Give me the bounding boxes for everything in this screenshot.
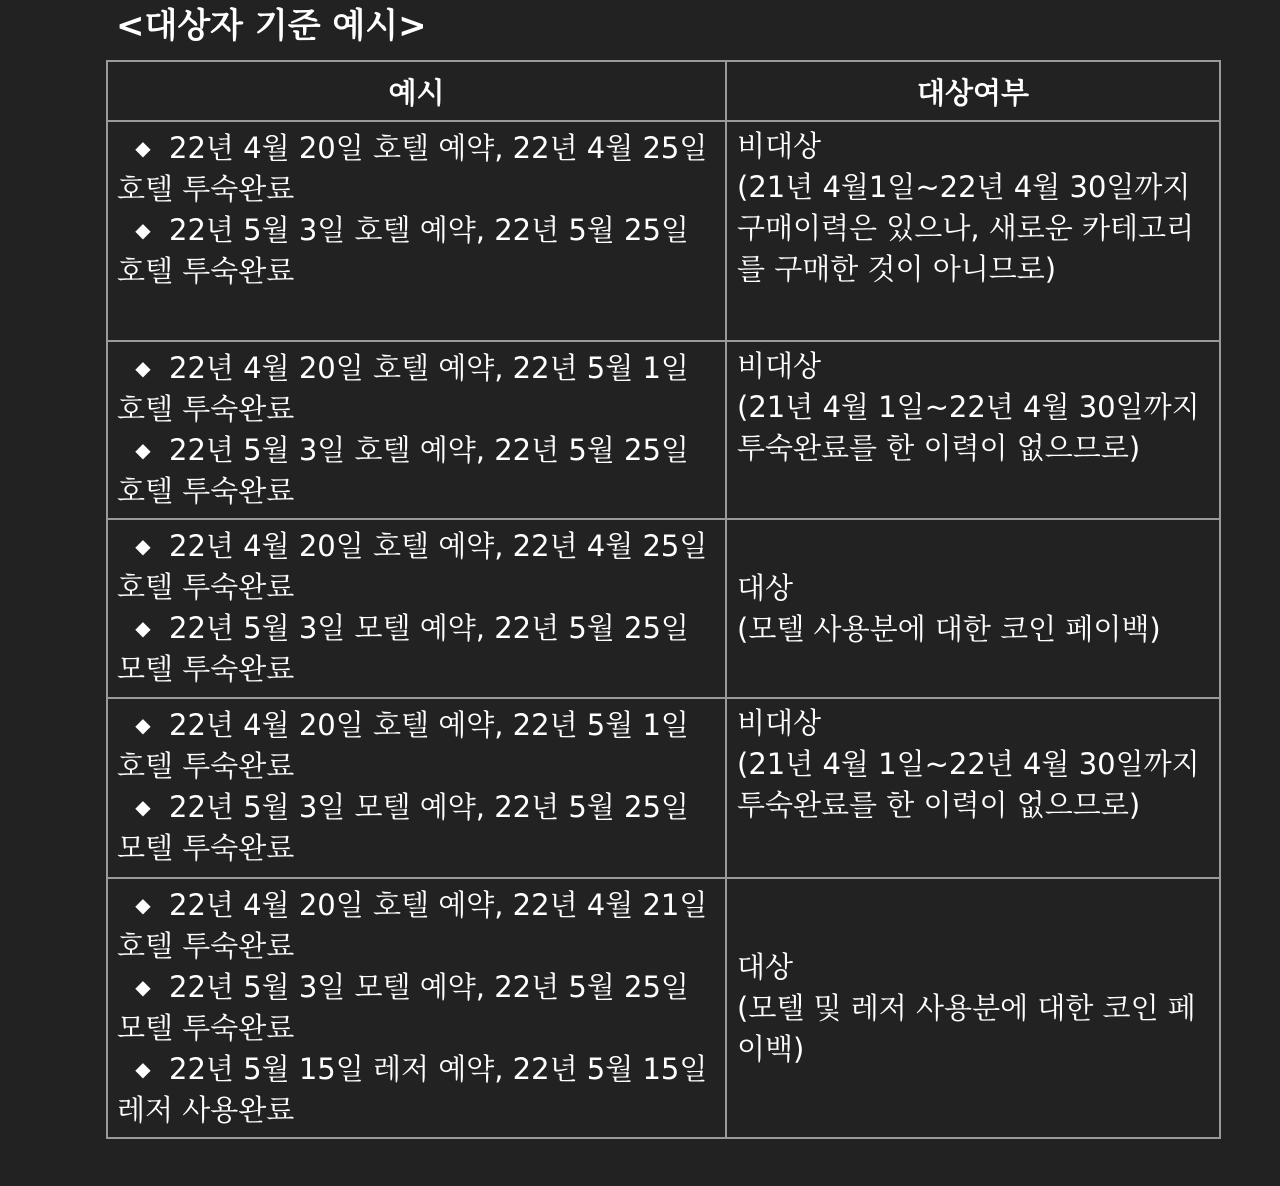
example-item [117, 210, 717, 292]
example-item [117, 128, 717, 210]
table-row [107, 698, 1220, 878]
bullet-icon: ◆ [135, 713, 151, 737]
example-item-text: 22년 4월 20일 호텔 예약, 22년 5월 1일 호텔 투숙완료 [117, 708, 689, 783]
target-cell [726, 878, 1220, 1138]
example-cell [107, 698, 726, 878]
table-row [107, 878, 1220, 1138]
example-item [117, 705, 717, 787]
bullet-icon: ◆ [135, 218, 151, 242]
target-cell [726, 519, 1220, 698]
example-cell [107, 519, 726, 698]
header-target: 대상여부 [726, 61, 1220, 121]
example-cell [107, 121, 726, 341]
target-reason: (21년 4월 1일~22년 4월 30일까지 투숙완료를 한 이력이 없으므로) [737, 390, 1200, 465]
target-cell [726, 341, 1220, 519]
example-item [117, 348, 717, 430]
bullet-icon: ◆ [135, 616, 151, 640]
criteria-table [106, 60, 1221, 1139]
target-status: 대상 [737, 570, 794, 605]
example-cell [107, 878, 726, 1138]
target-status: 대상 [737, 949, 794, 984]
example-item-text: 22년 4월 20일 호텔 예약, 22년 4월 25일 호텔 투숙완료 [117, 131, 708, 206]
example-item-text: 22년 5월 3일 모텔 예약, 22년 5월 25일 모텔 투숙완료 [117, 611, 689, 686]
example-item [117, 1049, 717, 1131]
example-item-text: 22년 5월 3일 모텔 예약, 22년 5월 25일 모텔 투숙완료 [117, 790, 689, 865]
example-item [117, 526, 717, 608]
table-row [107, 519, 1220, 698]
example-cell [107, 341, 726, 519]
target-cell [726, 698, 1220, 878]
example-item-text: 22년 4월 20일 호텔 예약, 22년 5월 1일 호텔 투숙완료 [117, 351, 689, 426]
example-item-text: 22년 4월 20일 호텔 예약, 22년 4월 25일 호텔 투숙완료 [117, 529, 708, 604]
example-item-text: 22년 5월 15일 레저 예약, 22년 5월 15일 레저 사용완료 [117, 1052, 708, 1127]
target-reason: (21년 4월1일~22년 4월 30일까지 구매이력은 있으나, 새로운 카테고리를 구매한 것이 아니므로) [737, 170, 1195, 286]
bullet-icon: ◆ [135, 1057, 151, 1081]
example-item [117, 430, 717, 512]
header-example: 예시 [107, 61, 726, 121]
target-status: 비대상 [737, 349, 822, 383]
bullet-icon: ◆ [135, 438, 151, 462]
example-item [117, 787, 717, 869]
example-item-text: 22년 5월 3일 모텔 예약, 22년 5월 25일 모텔 투숙완료 [117, 970, 689, 1045]
bullet-icon: ◆ [135, 975, 151, 999]
example-item-text: 22년 4월 20일 호텔 예약, 22년 4월 21일 호텔 투숙완료 [117, 888, 708, 963]
bullet-icon: ◆ [135, 136, 151, 160]
table-row [107, 121, 1220, 341]
table-header-row [107, 61, 1220, 121]
bullet-icon: ◆ [135, 893, 151, 917]
target-reason: (모텔 및 레저 사용분에 대한 코인 페이백) [737, 990, 1196, 1066]
target-reason: (21년 4월 1일~22년 4월 30일까지 투숙완료를 한 이력이 없으므로) [737, 747, 1200, 822]
example-item-text: 22년 5월 3일 호텔 예약, 22년 5월 25일 호텔 투숙완료 [117, 213, 689, 288]
bullet-icon: ◆ [135, 356, 151, 380]
table-row [107, 341, 1220, 519]
target-status: 비대상 [737, 129, 822, 163]
example-item [117, 885, 717, 967]
target-status: 비대상 [737, 706, 822, 740]
bullet-icon: ◆ [135, 534, 151, 558]
example-item [117, 608, 717, 690]
bullet-icon: ◆ [135, 795, 151, 819]
example-item-text: 22년 5월 3일 호텔 예약, 22년 5월 25일 호텔 투숙완료 [117, 433, 689, 508]
target-reason: (모텔 사용분에 대한 코인 페이백) [737, 611, 1161, 646]
example-item [117, 967, 717, 1049]
page-title: <대상자 기준 예시> [116, 6, 427, 46]
target-cell [726, 121, 1220, 341]
